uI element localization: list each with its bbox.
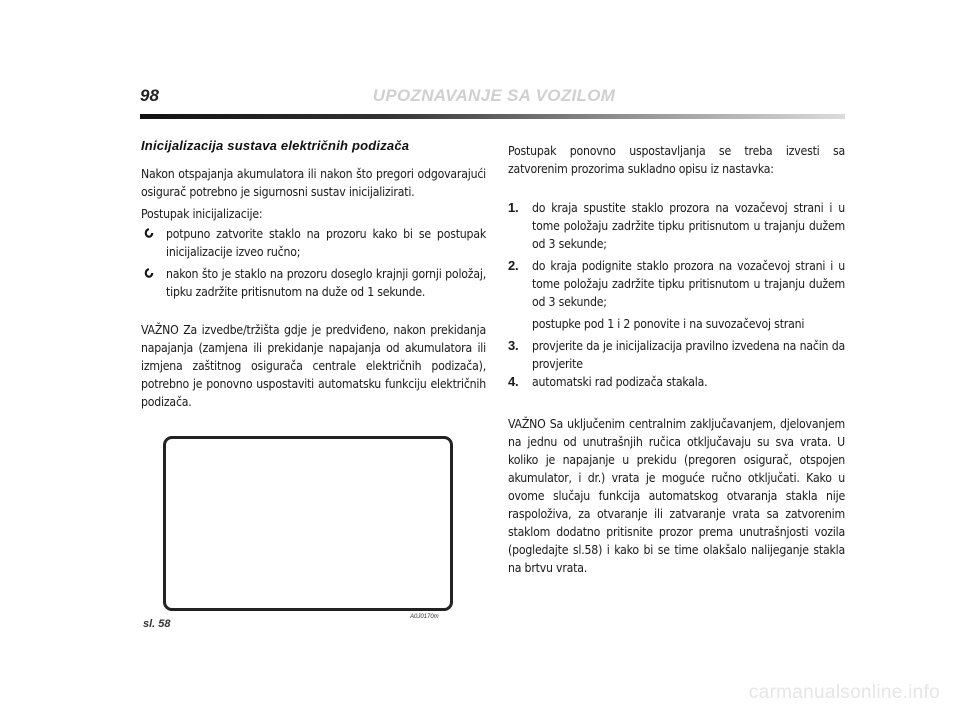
step-text: do kraja podignite staklo prozora na vozačevoj strani i u tome položaju zadržite tipku pritisnutom u trajanju dužem od 3 sekunde;	[532, 259, 845, 309]
step-text: provjerite da je inicijalizacija pravilno izvedena na način da provjerite	[532, 339, 845, 371]
bullet-circle-icon	[144, 267, 154, 279]
bullet-circle-icon	[144, 227, 154, 239]
important-note: VAŽNO Sa uključenim centralnim zaključavanjem, djelovanjem na jednu od unutrašnjih ručica otključavaju su sva vrata. U koliko je napajanje u prekidu (pregoren osigurač, otspojen akumulator, i dr.) vrata je moguće ručno otključati. Kako u ovome slučaju funkcija automatskog otvaranja stakla nije raspoloživa, za otvaranje ili zatvaranje vrata sa zatvorenim staklom dodatno pritisnite prozor prema unutrašnjosti vozila (pogledajte sl.58) i kako bi se time olakšalo nalijeganje stakla na brtvu vrata.	[508, 417, 845, 575]
step-number: 3.	[508, 338, 519, 353]
list-item	[508, 373, 845, 391]
step-text: do kraja spustite staklo prozora na vozačevoj strani i u tome položaju zadržite tipku pritisnutom u trajanju dužem od 3 sekunde;	[532, 201, 845, 251]
figure-caption: sl. 58	[143, 618, 171, 630]
procedure-label: Postupak inicijalizacije:	[141, 207, 263, 221]
header-rule	[140, 114, 845, 119]
figure-code: A0J0170m	[410, 614, 439, 620]
step-text: automatski rad podizača stakala.	[532, 375, 708, 389]
step-number: 2.	[508, 258, 519, 273]
step-number: 1.	[508, 200, 519, 215]
list-item	[141, 225, 486, 261]
right-column	[508, 142, 845, 577]
bullet-text: nakon što je staklo na prozoru doseglo krajnji gornji položaj, tipku zadržite pritisnutom na duže od 1 sekunde.	[166, 267, 486, 299]
list-item	[141, 265, 486, 301]
step-number: 4.	[508, 374, 519, 389]
bullet-text: potpuno zatvorite staklo na prozoru kako bi se postupak inicijalizacije izveo ručno;	[166, 227, 486, 259]
left-column	[141, 137, 486, 411]
important-note: VAŽNO Za izvedbe/tržišta gdje je predviđeno, nakon prekidanja napajanja (zamjena ili prekidanje napajanja od akumulatora ili izmjena zaštitnog osigurača centrale električnih podizača), potrebno je ponovno uspostaviti automatsku funkciju električnih podizača.	[141, 323, 486, 409]
step-list	[508, 199, 845, 391]
figure-frame	[163, 436, 453, 611]
list-item	[508, 337, 845, 373]
intro-paragraph: Postupak ponovno uspostavljanja se treba izvesti sa zatvorenim prozorima sukladno opisu iz nastavka:	[508, 144, 845, 176]
section-heading: Inicijalizacija sustava električnih podizača	[141, 138, 410, 153]
list-item	[508, 199, 845, 253]
page-number: 98	[140, 86, 159, 105]
chapter-title: UPOZNAVANJE SA VOZILOM	[372, 86, 616, 105]
step-subnote: postupke pod 1 i 2 ponovite i na suvozačevoj strani	[532, 317, 805, 331]
list-item	[508, 257, 845, 333]
watermark: carmanualsonline.info	[748, 682, 940, 703]
intro-paragraph: Nakon otspajanja akumulatora ili nakon što pregori odgovarajući osigurač potrebno je sigurnosni sustav inicijalizirati.	[141, 167, 486, 199]
bullet-list	[141, 225, 486, 301]
